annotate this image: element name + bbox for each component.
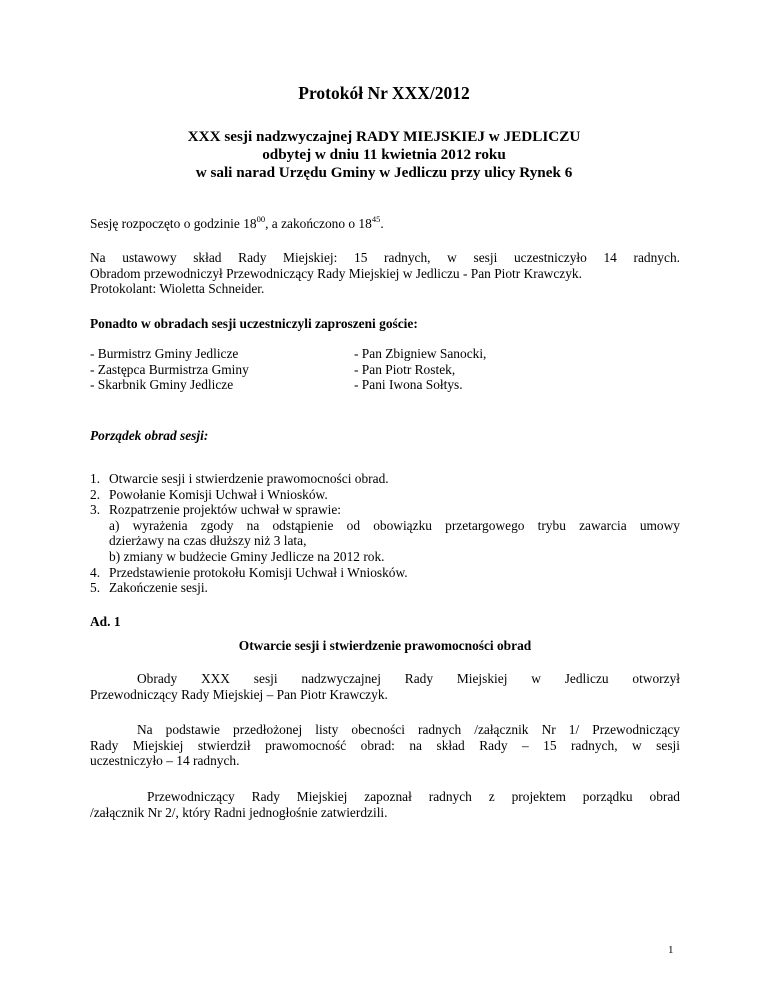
agenda-item (90, 471, 680, 487)
agenda-text: Przedstawienie protokołu Komisji Uchwał i Wniosków. (109, 564, 408, 580)
guest-role: - Skarbnik Gminy Jedlicze (90, 377, 234, 393)
agenda-number: 4. (90, 564, 101, 580)
subtitle-line: odbytej w dniu 11 kwietnia 2012 roku (262, 146, 506, 163)
agenda-item (90, 487, 680, 503)
agenda-text: Otwarcie sesji i stwierdzenie prawomocności obrad. (109, 471, 389, 486)
guest-role: - Burmistrz Gminy Jedlicze (90, 346, 239, 361)
composition-line: Protokolant: Wioletta Schneider. (90, 281, 265, 297)
page-title: Protokół Nr XXX/2012 (298, 83, 470, 103)
guest-roles (90, 346, 320, 393)
agenda-text: Powołanie Komisji Uchwał i Wniosków. (109, 486, 328, 502)
composition-paragraph (90, 250, 680, 297)
composition-line: Na ustawowy skład Rady Miejskiej: 15 radnych, w sesji uczestniczyło 14 radnych. (90, 250, 680, 265)
session-time (90, 213, 680, 232)
agenda-item (90, 502, 680, 564)
guest-role: - Zastępca Burmistrza Gminy (90, 361, 249, 377)
agenda-heading: Porządek obrad sesji: (90, 428, 209, 443)
ad1-paragraph-1 (90, 671, 680, 702)
paragraph-line: Rady Miejskiej stwierdził prawomocność obrad: na skład Rady – 15 radnych, w sesji (90, 737, 680, 753)
agenda-text: Rozpatrzenie projektów uchwał w sprawie: (109, 502, 342, 518)
session-subtitle (0, 128, 768, 182)
guest-name: - Pani Iwona Sołtys. (354, 377, 463, 393)
guest-name: - Pan Piotr Rostek, (354, 361, 456, 377)
paragraph-line: Przewodniczący Rady Miejskiej zapoznał radnych z projektem porządku obrad (147, 789, 680, 804)
paragraph-line: uczestniczyło – 14 radnych. (90, 753, 240, 769)
agenda-item (90, 565, 680, 581)
paragraph-line: Przewodniczący Rady Miejskiej – Pan Piotr Krawczyk. (90, 686, 388, 702)
agenda-subitem-b: b) zmiany w budżecie Gminy Jedlicze na 2012 rok. (109, 548, 385, 564)
paragraph-line: /załącznik Nr 2/, który Radni jednogłośnie zatwierdzili. (90, 804, 388, 820)
subtitle-line: XXX sesji nadzwyczajnej RADY MIEJSKIEJ w JEDLICZU (187, 128, 581, 145)
start-minutes: 00 (256, 213, 266, 224)
end-minutes: 45 (371, 213, 381, 224)
session-time-text: . (380, 216, 384, 231)
agenda-number: 5. (90, 580, 101, 596)
agenda-item (90, 580, 680, 596)
session-time-text: , a zakończono o 18 (265, 216, 372, 231)
ad1-paragraph-2 (90, 722, 680, 769)
ad1-label: Ad. 1 (90, 614, 121, 629)
session-time-text: Sesję rozpoczęto o godzinie 18 (90, 216, 257, 231)
agenda-subitem-a: a) wyrażenia zgody na odstąpienie od obowiązku przetargowego trybu zawarcia umowy (109, 517, 680, 533)
guest-name: - Pan Zbigniew Sanocki, (354, 346, 487, 361)
agenda-number: 1. (90, 471, 101, 486)
paragraph-line: Na podstawie przedłożonej listy obecności radnych /załącznik Nr 1/ Przewodniczący (137, 722, 680, 737)
agenda-text: Zakończenie sesji. (109, 580, 208, 596)
guest-names (354, 346, 604, 393)
guests-heading: Ponadto w obradach sesji uczestniczyli zaproszeni goście: (90, 316, 418, 331)
agenda-subitem-a-cont: dzierżawy na czas dłuższy niż 3 lata, (109, 533, 307, 549)
subtitle-line: w sali narad Urzędu Gminy w Jedliczu przy ulicy Rynek 6 (195, 164, 573, 181)
ad1-paragraph-3 (90, 789, 680, 820)
agenda-list (90, 471, 680, 596)
agenda-number: 2. (90, 486, 101, 502)
agenda-number: 3. (90, 502, 101, 518)
page-number: 1 (668, 944, 674, 956)
paragraph-line: Obrady XXX sesji nadzwyczajnej Rady Miejskiej w Jedliczu otworzył (137, 671, 680, 686)
ad1-heading: Otwarcie sesji i stwierdzenie prawomocności obrad (238, 638, 532, 653)
composition-line: Obradom przewodniczył Przewodniczący Rady Miejskiej w Jedliczu - Pan Piotr Krawczyk. (90, 265, 582, 281)
